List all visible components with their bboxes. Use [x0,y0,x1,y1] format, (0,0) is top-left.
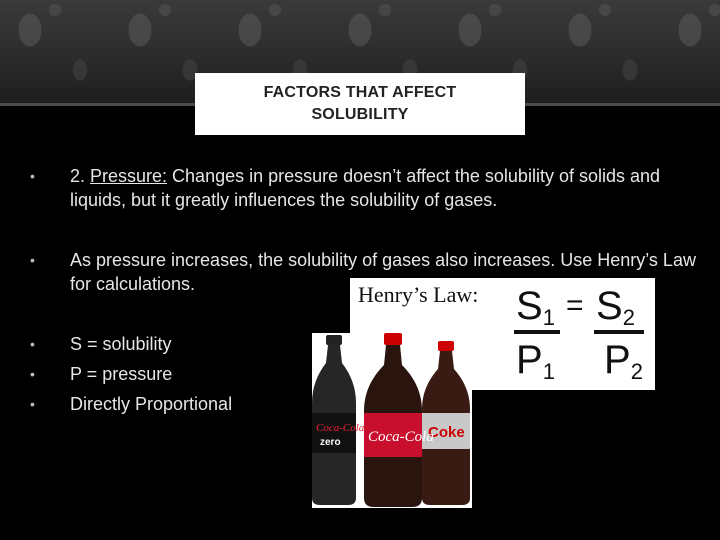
henrys-law-label: Henry’s Law: [358,282,479,307]
s2-letter: S [596,284,623,328]
bullet-proportional [30,392,232,416]
fraction-bar-left [514,330,560,334]
bullet-pressure-number: 2. [70,166,91,186]
p2-term [604,340,643,392]
coke-zero-label: Coca-Cola [316,422,365,434]
coke-bottles-image [312,333,472,508]
slide-title-line1: FACTORS THAT AFFECT [263,84,457,101]
s1-subscript: 1 [542,305,555,330]
svg-text:zero: zero [320,437,341,448]
bullet-henry-text: As pressure increases, the solubility of gases also increases. Use Henry’s Law for calculations. [70,250,696,294]
bullet-marker: • [30,366,35,382]
s2-subscript: 2 [622,305,635,330]
diet-coke-label: Coke [428,424,465,441]
p2-subscript: 2 [630,359,643,384]
p2-letter: P [604,338,631,382]
bullet-marker: • [30,168,35,184]
bullet-pressure-heading: Pressure: [90,166,168,186]
coke-zero-bottle-icon [312,335,365,505]
diet-coke-bottle-icon [422,341,470,505]
bullet-solubility [30,332,172,356]
equals-sign: = [566,289,584,322]
bullet-marker: • [30,252,35,268]
bullet-marker: • [30,396,35,412]
bullet-pressure [30,164,710,212]
bottles-svg [312,333,472,508]
slide-title-line2: SOLUBILITY [311,106,409,123]
slide-title-box [195,73,525,135]
p1-letter: P [516,338,543,382]
bullet-marker: • [30,336,35,352]
bullet-proportional-text: Directly Proportional [70,394,233,414]
bullet-solubility-text: S = solubility [70,334,172,354]
p1-subscript: 1 [542,359,555,384]
bullet-pressure-def [30,362,172,386]
p1-term [516,340,555,392]
bullet-pressure-def-text: P = pressure [70,364,173,384]
fraction-bar-right [594,330,644,334]
s1-letter: S [516,284,543,328]
coca-cola-label: Coca-Cola [368,429,434,445]
bullet-pressure-text: Changes in pressure doesn’t affect the solubility of solids and liquids, but it greatly influences the solubility of gases. [70,166,661,210]
